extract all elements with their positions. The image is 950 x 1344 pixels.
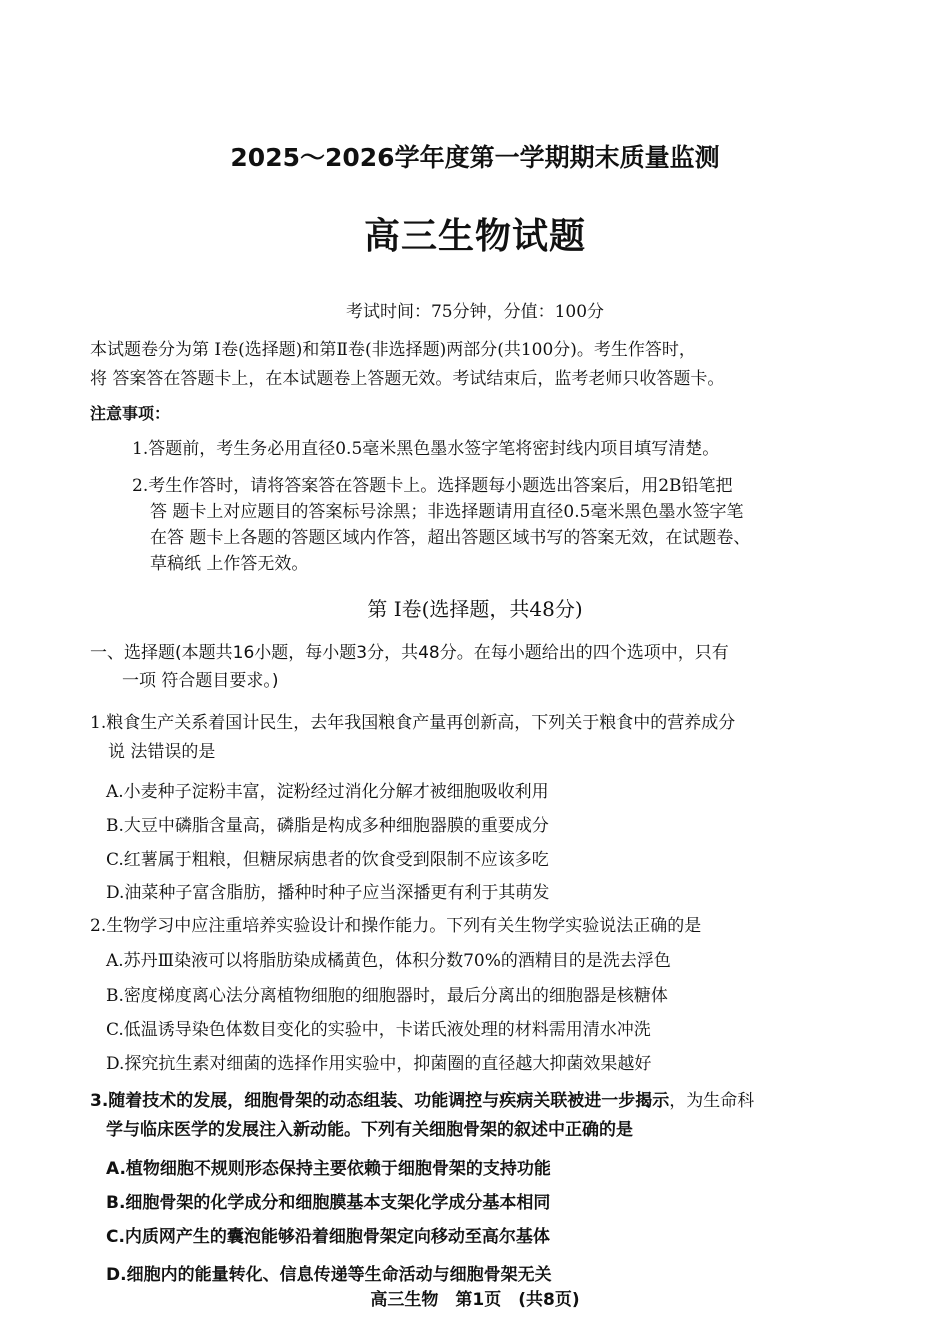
question-2-option-b: B.密度梯度离心法分离植物细胞的细胞器时，最后分离出的细胞器是核糖体 [106,986,668,1006]
page-footer: 高三生物 第1页 (共8页) [370,1290,580,1310]
question-2-option-d: D.探究抗生素对细菌的选择作用实验中，抑菌圈的直径越大抑菌效果越好 [106,1054,652,1074]
notes-item-2-line-2: 答 题卡上对应题目的答案标号涂黑；非选择题请用直径0.5毫米黑色墨水签字笔 [150,502,744,522]
section-instruction-line-1: 一、选择题(本题共16小题，每小题3分，共48分。在每小题给出的四个选项中，只有 [90,643,729,663]
question-3-option-c: C.内质网产生的囊泡能够沿着细胞骨架定向移动至高尔基体 [106,1227,550,1247]
question-3-option-a: A.植物细胞不规则形态保持主要依赖于细胞骨架的支持功能 [106,1159,551,1179]
question-2-option-a: A.苏丹Ⅲ染液可以将脂肪染成橘黄色，体积分数70%的酒精目的是洗去浮色 [106,951,671,971]
question-1-option-a: A.小麦种子淀粉丰富，淀粉经过消化分解才被细胞吸收利用 [106,782,549,802]
question-1-option-c: C.红薯属于粗粮，但糖尿病患者的饮食受到限制不应该多吃 [106,850,549,870]
section-instruction-line-2: 一项 符合题目要求。) [122,671,279,691]
question-2-stem: 2.生物学习中应注重培养实验设计和操作能力。下列有关生物学实验说法正确的是 [90,916,702,936]
notes-item-2-line-1: 2.考生作答时，请将答案答在答题卡上。选择题每小题选出答案后，用2B铅笔把 [132,476,733,496]
intro-line-2: 将 答案答在答题卡上，在本试题卷上答题无效。考试结束后，监考老师只收答题卡。 [90,369,725,389]
question-3-stem-line-1-bold: 3.随着技术的发展，细胞骨架的动态组装、功能调控与疾病关联被进一步揭示 [90,1091,670,1111]
notes-heading: 注意事项： [90,404,171,423]
question-3-stem-line-2: 学与临床医学的发展注入新动能。下列有关细胞骨架的叙述中正确的是 [106,1120,633,1140]
notes-item-2-line-4: 草稿纸 上作答无效。 [150,554,309,574]
section-title: 第 Ⅰ卷(选择题，共48分) [367,597,583,621]
notes-item-2-line-3: 在答 题卡上各题的答题区域内作答，超出答题区域书写的答案无效，在试题卷、 [150,528,751,548]
question-1-option-b: B.大豆中磷脂含量高，磷脂是构成多种细胞器膜的重要成分 [106,816,549,836]
notes-item-1: 1.答题前，考生务必用直径0.5毫米黑色墨水签字笔将密封线内项目填写清楚。 [132,439,720,459]
exam-subject-title: 高三生物试题 [363,215,586,257]
question-3-stem-line-1 [90,1086,754,1111]
exam-time-info: 考试时间：75分钟，分值：100分 [345,302,605,322]
question-1-option-d: D.油菜种子富含脂肪，播种时种子应当深播更有利于其萌发 [106,883,550,903]
question-1-stem-line-1: 1.粮食生产关系着国计民生，去年我国粮食产量再创新高，下列关于粮食中的营养成分 [90,713,736,733]
question-3-stem-line-1-tail: ，为生命科 [669,1091,755,1111]
intro-line-1: 本试题卷分为第 Ⅰ卷(选择题)和第Ⅱ卷(非选择题)两部分(共100分)。考生作答时， [90,340,696,360]
question-3-option-d: D.细胞内的能量转化、信息传递等生命活动与细胞骨架无关 [106,1265,552,1285]
question-1-stem-line-2: 说 法错误的是 [108,742,216,762]
question-3-option-b: B.细胞骨架的化学成分和细胞膜基本支架化学成分基本相同 [106,1193,551,1213]
question-2-option-c: C.低温诱导染色体数目变化的实验中，卡诺氏液处理的材料需用清水冲洗 [106,1020,651,1040]
exam-term-title: 2025～2026学年度第一学期期末质量监测 [230,143,720,172]
